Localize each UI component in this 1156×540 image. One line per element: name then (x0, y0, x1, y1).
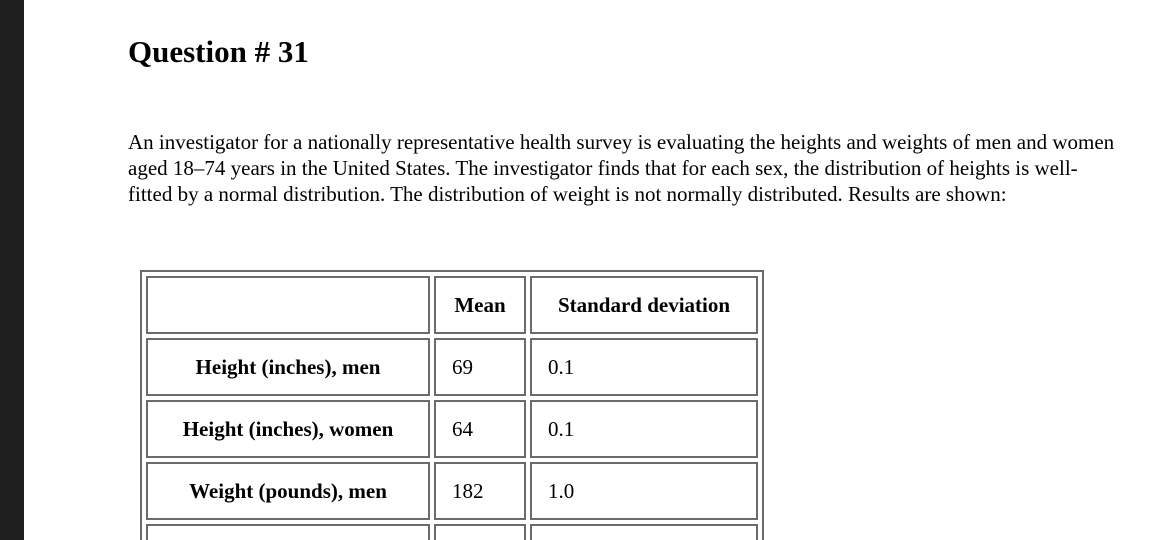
table-row (146, 524, 758, 540)
row-label: Weight (pounds), men (146, 462, 430, 520)
question-stem: An investigator for a nationally representative health survey is evaluating the heights and weights of men and women aged 18–74 years in the United States. The investigator finds that for each sex, the distribution of heights is well-fitted by a normal distribution. The distribution of weight is not normally distributed. Results are shown: (128, 130, 1115, 206)
table-header-blank (146, 276, 430, 334)
question-title: Question # 31 (128, 34, 309, 69)
row-label: Height (inches), women (146, 400, 430, 458)
mean-value: 69 (434, 338, 526, 396)
table-row (146, 400, 758, 458)
row-label: Height (inches), men (146, 338, 430, 396)
mean-value: 64 (434, 400, 526, 458)
table-row (146, 338, 758, 396)
sd-value: 0.1 (530, 338, 758, 396)
row-label (146, 524, 430, 540)
table-row (146, 462, 758, 520)
sd-value: 0.1 (530, 400, 758, 458)
results-table (140, 270, 764, 540)
table-header-mean: Mean (434, 276, 526, 334)
mean-value: 182 (434, 462, 526, 520)
mean-value (434, 524, 526, 540)
table-header-row (146, 276, 758, 334)
table-header-standard-deviation: Standard deviation (530, 276, 758, 334)
sd-value (530, 524, 758, 540)
sd-value: 1.0 (530, 462, 758, 520)
window-edge-bar (0, 0, 24, 540)
